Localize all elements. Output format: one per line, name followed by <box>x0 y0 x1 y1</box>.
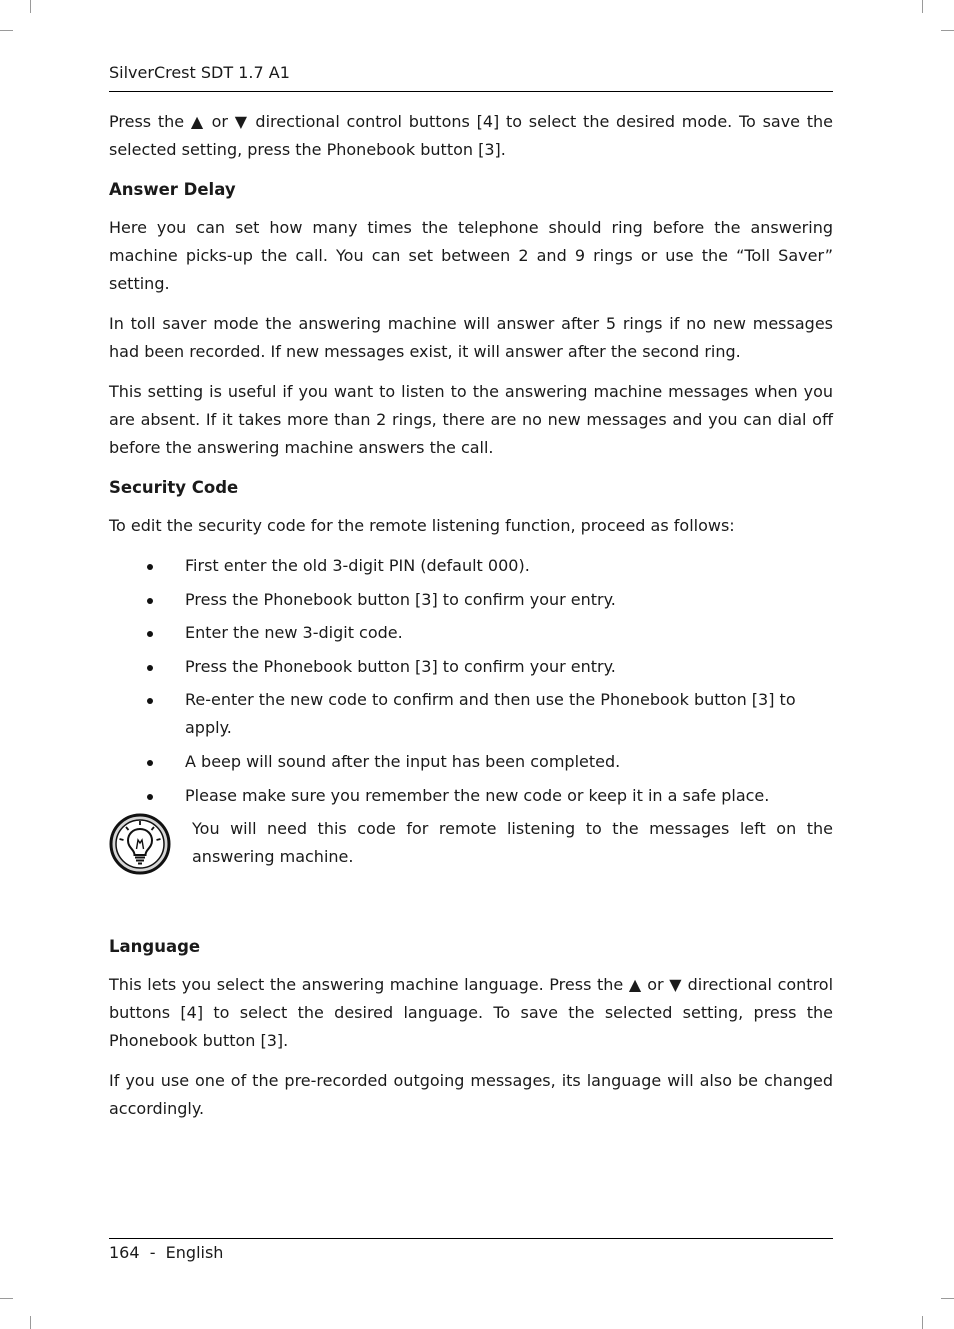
section-heading-security-code: Security Code <box>109 478 239 497</box>
bullet-icon <box>147 760 153 766</box>
crop-mark <box>30 0 31 13</box>
section-heading-language: Language <box>109 937 201 957</box>
intro-paragraph: Press the ▲ or ▼ directional control buttons [4] to select the desired mode. To save the selected setting, press the Phonebook button [3]. <box>109 112 834 159</box>
crop-mark <box>0 30 13 31</box>
footer-rule <box>109 1238 833 1239</box>
footer-separator: - <box>149 1243 156 1262</box>
bullet-icon <box>147 794 153 800</box>
lightbulb-icon <box>109 813 171 875</box>
answer-delay-paragraph-3: This setting is useful if you want to listen to the answering machine messages when you are absent. If it takes more than 2 rings, there are no new messages and you can dial off before the answering machine answers the call. <box>109 382 833 457</box>
list-item: First enter the old 3-digit PIN (default 000). <box>109 552 833 580</box>
tip-note <box>109 815 833 877</box>
list-item: Press the Phonebook button [3] to confirm your entry. <box>109 586 833 614</box>
list-item: Enter the new 3-digit code. <box>109 619 833 647</box>
page-content <box>109 108 833 1135</box>
language-paragraph-1: This lets you select the answering machine language. Press the ▲ or ▼ directional control buttons [4] to select the desired language. To save the selected setting, press the Phonebook button [3]. <box>109 975 834 1051</box>
bullet-icon <box>147 598 153 604</box>
header-rule <box>109 91 833 92</box>
list-item: Re-enter the new code to confirm and then use the Phonebook button [3] to apply. <box>109 686 833 742</box>
page-footer <box>109 1243 223 1262</box>
section-heading-answer-delay: Answer Delay <box>109 180 236 199</box>
bullet-icon <box>147 665 153 671</box>
crop-mark <box>941 1298 954 1299</box>
crop-mark <box>922 0 923 13</box>
bullet-icon <box>147 631 153 637</box>
security-code-steps <box>109 552 833 810</box>
page-header: SilverCrest SDT 1.7 A1 <box>109 63 290 82</box>
security-code-intro: To edit the security code for the remote listening function, proceed as follows: <box>109 516 735 535</box>
list-item: A beep will sound after the input has been completed. <box>109 748 833 776</box>
crop-mark <box>0 1298 13 1299</box>
list-item: Please make sure you remember the new code or keep it in a safe place. <box>109 782 833 810</box>
crop-mark <box>30 1316 31 1329</box>
page-number: 164 <box>109 1243 140 1262</box>
bullet-icon <box>147 698 153 704</box>
footer-language: English <box>165 1243 224 1262</box>
crop-mark <box>941 30 954 31</box>
language-paragraph-2: If you use one of the pre-recorded outgoing messages, its language will also be changed accordingly. <box>109 1071 833 1119</box>
crop-mark <box>922 1316 923 1329</box>
bullet-icon <box>147 564 153 570</box>
up-arrow-icon: ▲ <box>190 112 205 131</box>
up-arrow-icon: ▲ <box>628 975 642 995</box>
answer-delay-paragraph-1: Here you can set how many times the telephone should ring before the answering machine picks-up the call. You can set between 2 and 9 rings or use the “Toll Saver” setting. <box>109 218 833 293</box>
answer-delay-paragraph-2: In toll saver mode the answering machine will answer after 5 rings if no new messages had been recorded. If new messages exist, it will answer after the second ring. <box>109 314 833 361</box>
list-item: Press the Phonebook button [3] to confirm your entry. <box>109 653 833 681</box>
down-arrow-icon: ▼ <box>669 975 683 995</box>
down-arrow-icon: ▼ <box>234 112 249 131</box>
tip-text: You will need this code for remote listening to the messages left on the answering machine. <box>192 819 833 867</box>
